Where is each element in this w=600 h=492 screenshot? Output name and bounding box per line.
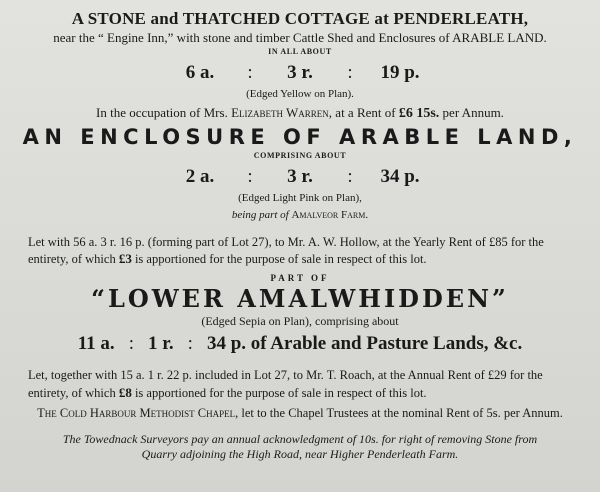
part-of-label: PART OF xyxy=(270,272,330,283)
chapel-name: The Cold Harbour Methodist Chapel xyxy=(37,406,236,420)
occupant-name: Elizabeth Warren xyxy=(231,105,329,120)
let-amount: £8 xyxy=(118,384,132,400)
surveyors-note: The Towednack Surveyors pay an annual acknowledgment of 10s. for right of removing Stone from Quarry adjoining the High Road, near Higher Penderleath Farm. xyxy=(62,431,538,461)
separator: : xyxy=(247,62,253,83)
let-text-1: Let, together with 15 a. 1 r. 22 p. included in Lot 27, to Mr. T. Roach, at the Annual Rent of £29 for the entirety, of which xyxy=(28,368,543,400)
enclosure-heading: AN ENCLOSURE OF ARABLE LAND, xyxy=(22,125,578,149)
separator: : xyxy=(347,166,353,187)
occupation-mid: , at a Rent of xyxy=(328,105,396,120)
comprising-about-label: COMPRISING ABOUT xyxy=(253,151,347,160)
occupation-suffix: per Annum. xyxy=(442,105,504,120)
enclosure-let-paragraph xyxy=(14,234,586,268)
cottage-edged-note: (Edged Yellow on Plan). xyxy=(246,88,354,100)
separator: : xyxy=(187,332,193,354)
being-part-of xyxy=(14,210,586,221)
let-text-2: is apportioned for the purpose of sale in respect of this lot. xyxy=(134,252,427,266)
lower-let-paragraph xyxy=(14,367,586,401)
being-part-suffix: . xyxy=(365,209,369,221)
cottage-measure xyxy=(14,62,586,84)
rent-amount: £6 15s. xyxy=(398,106,440,121)
occupation-prefix: In the occupation of Mrs. xyxy=(96,105,228,120)
perches-value: 34 p. xyxy=(380,166,420,187)
being-part-prefix: being part of xyxy=(231,209,289,221)
in-all-about-label: IN ALL ABOUT xyxy=(268,47,332,56)
lower-amalwhidden-heading: “LOWER AMALWHIDDEN” xyxy=(91,283,509,313)
let-text-2: is apportioned for the purpose of sale in respect of this lot. xyxy=(134,385,427,400)
lower-measure xyxy=(14,333,586,355)
roods-value: 3 r. xyxy=(287,62,313,83)
separator: : xyxy=(347,62,353,83)
enclosure-edged-note: (Edged Light Pink on Plan), xyxy=(238,192,362,204)
cottage-occupation xyxy=(14,106,586,121)
perches-value: 19 p. xyxy=(380,62,420,83)
acres-value: 11 a. xyxy=(77,332,115,354)
farm-name: Amalveor Farm xyxy=(291,209,366,221)
chapel-text: , let to the Chapel Trustees at the nominal Rent of 5s. per Annum. xyxy=(235,406,563,420)
enclosure-measure xyxy=(14,166,586,188)
perches-description: 34 p. of Arable and Pasture Lands, &c. xyxy=(206,332,523,354)
cottage-subtitle: near the “ Engine Inn,” with stone and timber Cattle Shed and Enclosures of ARABLE LAND. xyxy=(53,30,547,45)
acres-value: 2 a. xyxy=(185,166,215,187)
cottage-title: A STONE and THATCHED COTTAGE at PENDERLEATH, xyxy=(71,9,529,28)
let-amount: £3 xyxy=(118,251,132,266)
separator: : xyxy=(128,332,134,354)
roods-value: 3 r. xyxy=(287,166,313,187)
roods-value: 1 r. xyxy=(147,332,174,354)
lower-edged-note: (Edged Sepia on Plan), comprising about xyxy=(201,313,399,328)
chapel-line xyxy=(14,407,586,420)
acres-value: 6 a. xyxy=(185,62,215,83)
separator: : xyxy=(247,166,253,187)
let-text-1: Let with 56 a. 3 r. 16 p. (forming part of Lot 27), to Mr. A. W. Hollow, at the Yearly Rent of £85 for the entirety, of which xyxy=(28,234,544,266)
